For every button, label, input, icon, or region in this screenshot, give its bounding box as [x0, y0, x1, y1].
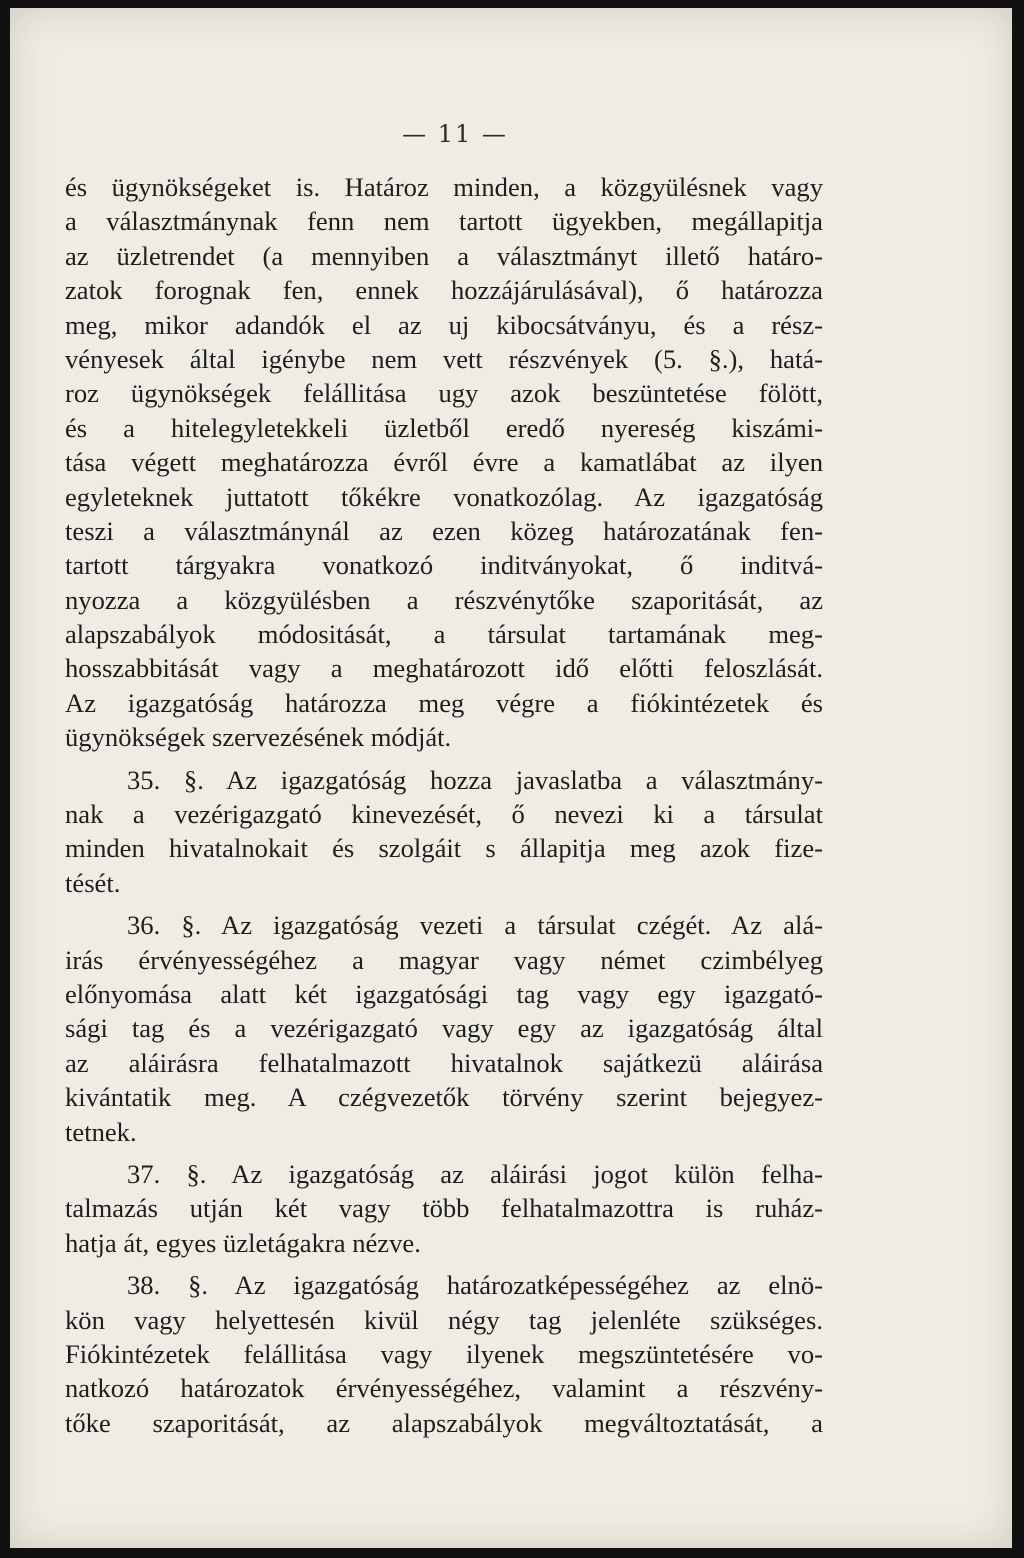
- text-line: sági tag és a vezérigazgató vagy egy az igazgatóság által: [65, 1013, 823, 1044]
- paragraph-34-continuation: [65, 170, 823, 755]
- text-line: 36. §. Az igazgatóság vezeti a társulat czégét. Az alá-: [127, 910, 823, 941]
- body-text: [65, 170, 823, 1440]
- paragraph-gap: [65, 900, 823, 908]
- text-line: talmazás utján két vagy több felhatalmazottra is ruház-: [65, 1193, 823, 1224]
- text-line: teszi a választmánynál az ezen közeg határozatának fen-: [65, 515, 823, 546]
- text-line: natkozó határozatok érvényességéhez, valamint a részvény-: [65, 1373, 823, 1404]
- text-line: az üzletrendet (a mennyiben a választmányt illető határo-: [65, 240, 823, 271]
- text-line: tartott tárgyakra vonatkozó inditványokat, ő inditvá-: [65, 550, 823, 581]
- text-line: zatok forognak fen, ennek hozzájárulásával), ő határozza: [65, 275, 823, 306]
- text-line: az aláirásra felhatalmazott hivatalnok sajátkezü aláirása: [65, 1047, 823, 1078]
- text-line: tését.: [65, 867, 121, 898]
- text-line: a választmánynak fenn nem tartott ügyekben, megállapitja: [65, 206, 823, 237]
- paragraph-gap: [65, 755, 823, 763]
- book-page: [10, 8, 1012, 1548]
- paragraph-gap: [65, 1149, 823, 1157]
- paragraph-35: [65, 763, 823, 901]
- text-line: nak a vezérigazgató kinevezését, ő nevezi ki a társulat: [65, 799, 823, 830]
- text-line: és a hitelegyletekkeli üzletből eredő nyereség kiszámi-: [65, 412, 823, 443]
- text-line: előnyomása alatt két igazgatósági tag vagy egy igazgató-: [65, 978, 823, 1009]
- text-line: minden hivatalnokait és szolgáit s állapitja meg azok fize-: [65, 833, 823, 864]
- text-line: irás érvényességéhez a magyar vagy német czimbélyeg: [65, 944, 823, 975]
- text-line: 38. §. Az igazgatóság határozatképességéhez az elnö-: [127, 1270, 823, 1301]
- text-line: ügynökségek szervezésének módját.: [65, 722, 452, 753]
- text-line: 35. §. Az igazgatóság hozza javaslatba a választmány-: [127, 764, 823, 795]
- text-line: roz ügynökségek felállitása ugy azok beszüntetése fölött,: [65, 378, 823, 409]
- text-line: és ügynökségeket is. Határoz minden, a közgyülésnek vagy: [65, 172, 823, 202]
- paragraph-36: [65, 908, 823, 1149]
- paragraph-37: [65, 1157, 823, 1260]
- text-line: tása végett meghatározza évről évre a kamatlábat az ilyen: [65, 447, 823, 478]
- text-line: kön vagy helyettesén kivül négy tag jelenléte szükséges.: [65, 1304, 823, 1335]
- text-line: tetnek.: [65, 1116, 137, 1147]
- page-number: — 11 —: [402, 120, 508, 148]
- text-line: hatja át, egyes üzletágakra nézve.: [65, 1227, 421, 1258]
- text-line: alapszabályok módositását, a társulat tartamának meg-: [65, 619, 823, 650]
- paragraph-gap: [65, 1260, 823, 1268]
- text-line: 37. §. Az igazgatóság az aláirási jogot külön felha-: [127, 1158, 823, 1189]
- text-line: meg, mikor adandók el az uj kibocsátványu, és a rész-: [65, 309, 823, 340]
- text-line: hosszabbitását vagy a meghatározott idő előtti feloszlását.: [65, 653, 823, 684]
- text-line: Fiókintézetek felállitása vagy ilyenek megszüntetésére vo-: [65, 1338, 823, 1369]
- text-line: vényesek által igénybe nem vett részvények (5. §.), hatá-: [65, 343, 823, 374]
- text-line: egyleteknek juttatott tőkékre vonatkozólag. Az igazgatóság: [65, 481, 823, 512]
- text-line: kivántatik meg. A czégvezetők törvény szerint bejegyez-: [65, 1082, 823, 1113]
- text-line: nyozza a közgyülésben a részvénytőke szaporitását, az: [65, 584, 823, 615]
- text-line: Az igazgatóság határozza meg végre a fiókintézetek és: [65, 687, 823, 718]
- text-line: tőke szaporitását, az alapszabályok megváltoztatását, a: [65, 1407, 823, 1438]
- paragraph-38: [65, 1268, 823, 1440]
